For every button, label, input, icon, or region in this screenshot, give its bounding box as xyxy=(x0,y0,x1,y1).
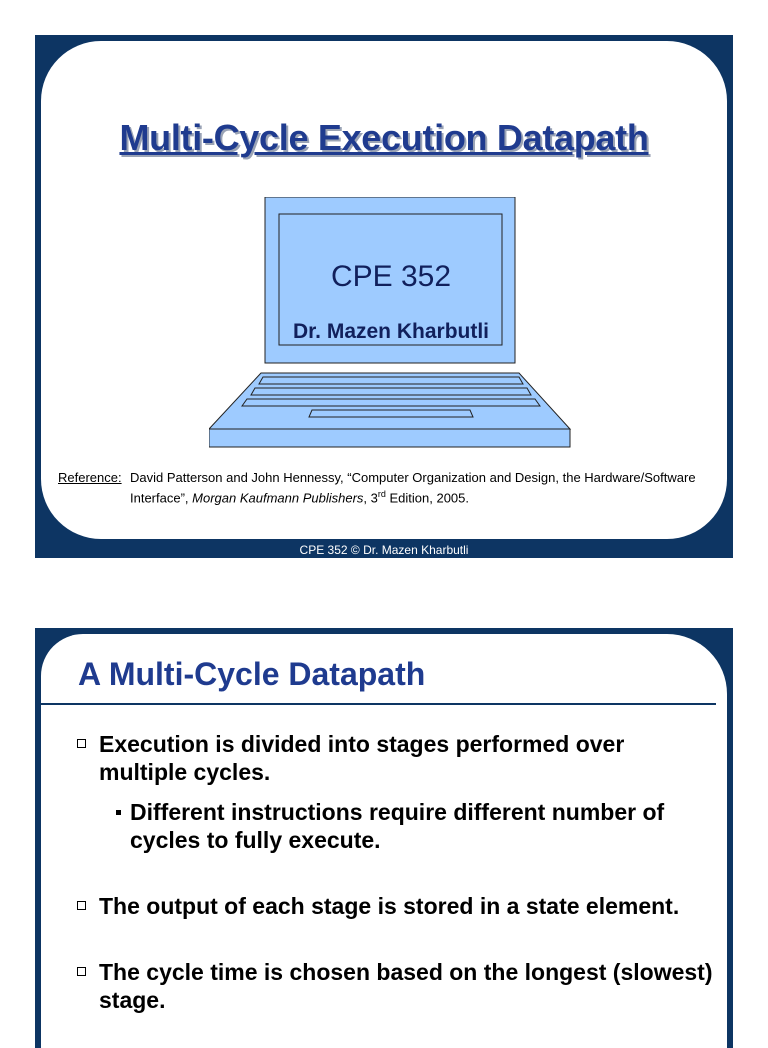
square-bullet-icon xyxy=(77,739,86,748)
bullet-item: The cycle time is chosen based on the longest (slowest) stage. xyxy=(75,958,715,1014)
slide-title: A Multi-Cycle Datapath xyxy=(78,656,426,692)
square-bullet-icon xyxy=(77,901,86,910)
slide-2-content xyxy=(41,634,727,1048)
slide-1-content xyxy=(41,41,727,539)
bullet-item: The output of each stage is stored in a state element. xyxy=(75,892,715,920)
slide-title: Multi-Cycle Execution Datapath xyxy=(119,117,649,158)
slide-footer: CPE 352 © Dr. Mazen Kharbutli xyxy=(299,543,469,557)
slide-2 xyxy=(35,628,733,1048)
reference-citation xyxy=(58,469,723,506)
bullet-item: Execution is divided into stages performed over multiple cycles. xyxy=(75,730,715,786)
square-bullet-icon xyxy=(77,967,86,976)
course-code: CPE 352 xyxy=(330,260,452,293)
laptop-illustration xyxy=(209,197,573,457)
reference-line-2: Interface”, Morgan Kaufmann Publishers, 3rd Edition, 2005. xyxy=(130,489,470,506)
sub-bullet-item: Different instructions require different number of cycles to fully execute. xyxy=(75,798,715,854)
slide-1 xyxy=(35,35,733,558)
bullet-list xyxy=(75,730,715,1014)
title-divider xyxy=(41,703,716,705)
reference-label: Reference: xyxy=(58,470,122,485)
instructor-name: Dr. Mazen Kharbutli xyxy=(292,320,490,343)
reference-line-1: David Patterson and John Hennessy, “Computer Organization and Design, the Hardware/Software xyxy=(130,470,696,485)
small-square-bullet-icon xyxy=(116,810,121,815)
publisher-name: Morgan Kaufmann Publishers xyxy=(192,490,364,506)
